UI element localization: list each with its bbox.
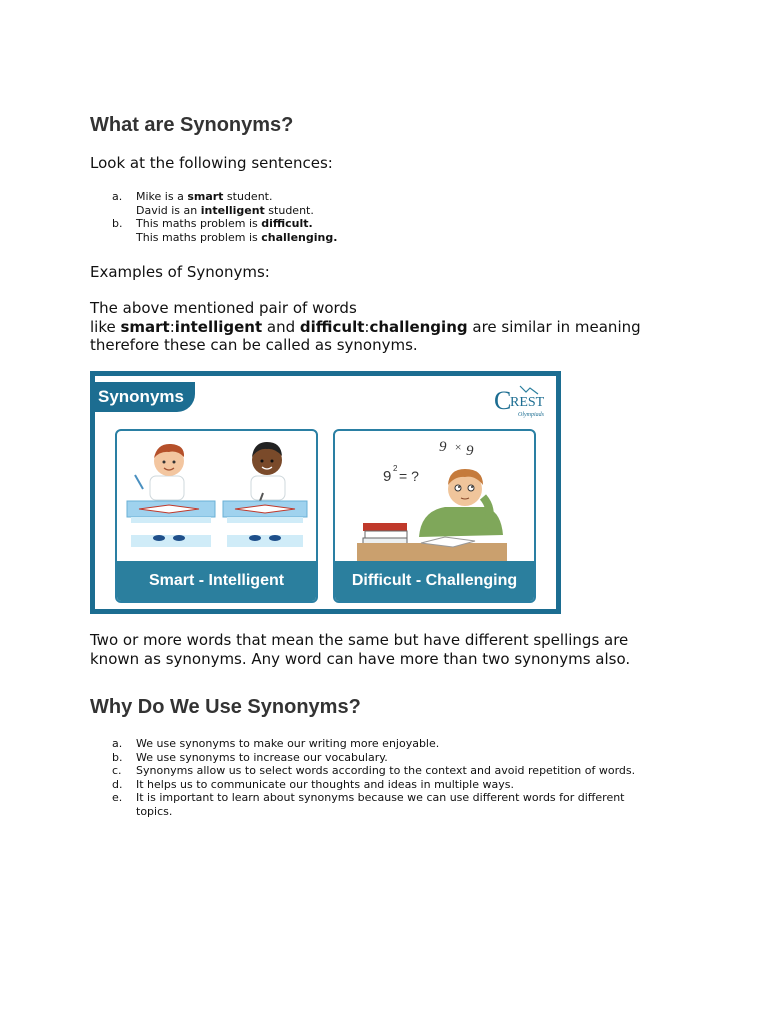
- math-operator: ×: [454, 440, 463, 454]
- students-illustration: [117, 431, 318, 565]
- sentence-text: David is an: [136, 203, 201, 217]
- colon: :: [169, 317, 175, 336]
- desk-right: [223, 501, 307, 547]
- list-item-text: We use synonyms to increase our vocabulary.: [136, 750, 388, 764]
- bold-word: difficult.: [261, 217, 313, 231]
- list-item: [112, 190, 672, 217]
- heading-what-are-synonyms: What are Synonyms?: [90, 114, 294, 136]
- bold-word: intelligent: [200, 203, 265, 217]
- paragraph-line: therefore these can be called as synonyms.: [90, 336, 418, 354]
- bold-word: challenging.: [261, 230, 338, 244]
- paragraph-line: [90, 318, 690, 337]
- paragraph-text: and: [262, 317, 300, 336]
- boy-thinking: [419, 469, 503, 537]
- list-item: [112, 764, 672, 778]
- sentence-text: This maths problem is: [136, 217, 262, 231]
- bold-word: smart: [187, 190, 224, 203]
- list-item: [112, 751, 672, 765]
- sentence-line: [136, 190, 672, 204]
- desk-left: [127, 501, 215, 547]
- illustration-tag: Synonyms: [95, 382, 195, 412]
- list-item: [112, 778, 672, 792]
- bold-word: smart: [120, 317, 170, 336]
- list-marker: d.: [112, 777, 123, 791]
- list-item: [112, 217, 672, 244]
- bold-word: difficult: [299, 317, 365, 336]
- math-number: 9: [466, 443, 474, 459]
- sentence-text: student.: [264, 203, 314, 217]
- list-marker: e.: [112, 791, 123, 805]
- sentence-line: [136, 231, 672, 245]
- sentence-text: Mike is a: [136, 190, 188, 203]
- math-exponent: 2: [393, 464, 398, 473]
- sentence-text: This maths problem is: [136, 230, 262, 244]
- intro-text: Look at the following sentences:: [90, 154, 333, 172]
- heading-why-use-synonyms: Why Do We Use Synonyms?: [90, 696, 361, 718]
- student-left: [135, 444, 184, 500]
- caption-difficult-challenging: Difficult - Challenging: [335, 561, 534, 601]
- reasons-list: [112, 737, 672, 819]
- math-expression-top: [439, 439, 474, 459]
- logo-c: C: [494, 386, 512, 415]
- thinking-boy-illustration: [335, 431, 536, 565]
- caption-smart-intelligent: Smart - Intelligent: [117, 561, 316, 601]
- crest-logo: [492, 382, 550, 420]
- sentence-line: [136, 204, 672, 218]
- list-item-text: It is important to learn about synonyms because we can use different words for different topics.: [136, 791, 625, 818]
- paragraph-text: are similar in meaning: [467, 317, 641, 336]
- sentence-text: student.: [223, 190, 273, 203]
- logo-text: REST: [510, 395, 545, 410]
- list-item: [112, 737, 672, 751]
- bold-word: challenging: [369, 317, 468, 336]
- definition-paragraph: Two or more words that mean the same but have different spellings are known as synonyms. Any word can have more than two synonyms also.: [90, 631, 631, 668]
- list-item-text: It helps us to communicate our thoughts and ideas in multiple ways.: [136, 777, 514, 791]
- math-number: 9: [383, 468, 392, 485]
- list-marker: b.: [112, 217, 123, 231]
- student-right: [251, 442, 285, 509]
- paragraph-text: like: [90, 317, 121, 336]
- synonyms-illustration: [90, 371, 561, 614]
- colon: :: [364, 317, 370, 336]
- list-marker: a.: [112, 737, 123, 750]
- list-item-text: Synonyms allow us to select words according to the context and avoid repetition of words.: [136, 764, 636, 778]
- list-item-text: We use synonyms to make our writing more enjoyable.: [136, 737, 440, 750]
- example-sentences-list: [112, 190, 672, 244]
- bold-word: intelligent: [174, 317, 263, 336]
- math-number: 9: [439, 439, 447, 455]
- list-marker: c.: [112, 764, 122, 778]
- panel-difficult-challenging: [333, 429, 536, 603]
- panel-smart-intelligent: [115, 429, 318, 603]
- list-marker: a.: [112, 190, 123, 203]
- illustration-canvas: [95, 376, 556, 609]
- examples-label: Examples of Synonyms:: [90, 263, 270, 281]
- logo-subtext: Olympiads: [518, 412, 544, 418]
- paragraph-line: The above mentioned pair of words: [90, 299, 357, 317]
- math-expression-bottom: [383, 464, 419, 485]
- list-item: [112, 791, 672, 818]
- sentence-line: [136, 217, 672, 231]
- explanation-paragraph: [90, 299, 690, 355]
- list-marker: b.: [112, 750, 123, 764]
- math-operator: = ?: [399, 468, 419, 484]
